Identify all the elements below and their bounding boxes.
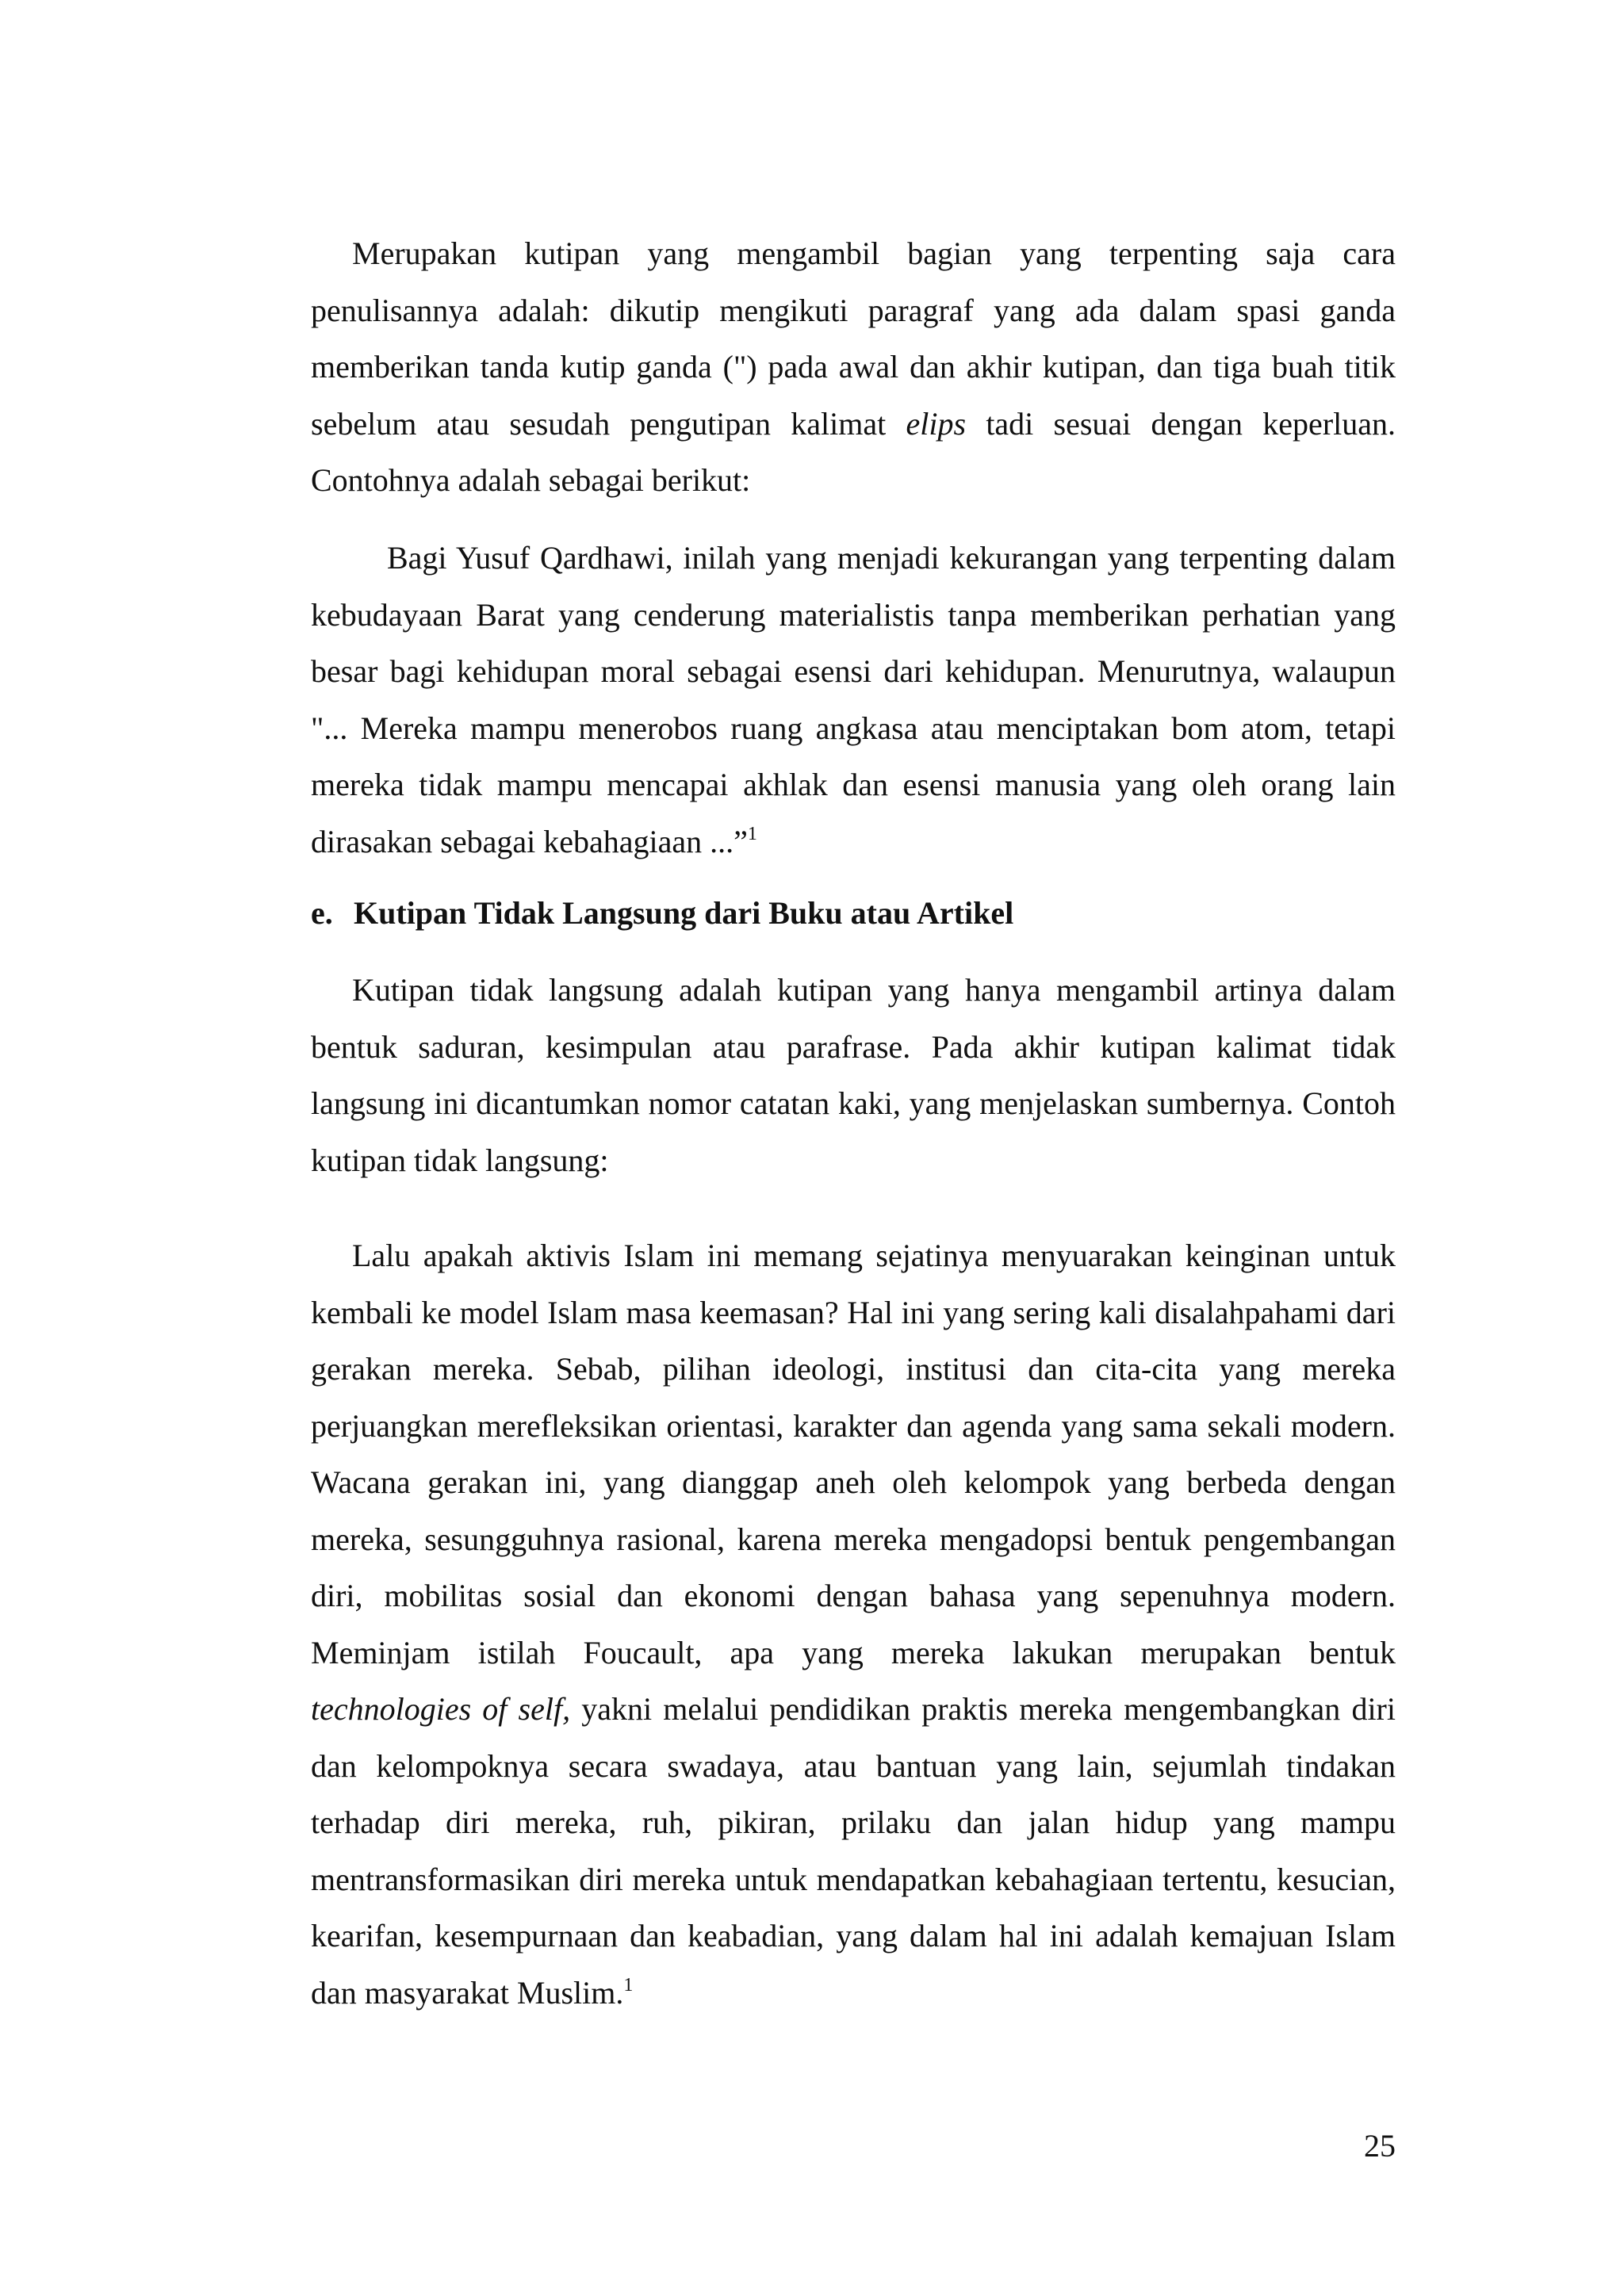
quote-body-part-b: yakni melalui pendidikan praktis mereka mengembangkan diri dan kelompoknya secara swadaya, atau bantuan yang lain, sejumlah tindakan terhadap diri mereka, ruh, pikiran, prilaku dan jalan hidup yang mampu mentransformasikan diri mereka untuk mendapatkan kebahagiaan tertentu, kesucian, kearifan, kesempurnaan dan keabadian, yang dalam hal ini adalah kemajuan Islam dan masyarakat Muslim.	[311, 1691, 1396, 2011]
page-number: 25	[1364, 2128, 1396, 2164]
quote-body: Bagi Yusuf Qardhawi, inilah yang menjadi kekurangan yang terpenting dalam kebudayaan Barat yang cenderung materialistis tanpa memberikan perhatian yang besar bagi kehidupan moral sebagai esensi dari kehidupan. Menurutnya, walaupun "... Mereka mampu menerobos ruang angkasa atau menciptakan bom atom, tetapi mereka tidak mampu mencapai akhlak dan esensi manusia yang oleh orang lain dirasakan sebagai kebahagiaan ...”	[311, 540, 1396, 859]
quote-text	[311, 530, 1396, 870]
footnote-marker: 1	[747, 823, 757, 844]
section-heading	[311, 885, 1396, 942]
paragraph-text-part-b: tadi sesuai dengan keperluan. Contohnya adalah sebagai berikut:	[311, 405, 1396, 498]
section-marker: e.	[311, 895, 333, 931]
footnote-marker: 1	[623, 1974, 634, 1996]
paragraph-text-part-a: Merupakan kutipan yang mengambil bagian yang terpenting saja cara penulisannya adalah: dikutip mengikuti paragraf yang ada dalam spasi ganda memberikan tanda kutip ganda (") pada awal dan akhir kutipan, dan tiga buah titik sebelum atau sesudah pengutipan kalimat	[311, 235, 1396, 442]
paragraph-indirect-quote-definition	[311, 962, 1396, 1188]
section-title: Kutipan Tidak Langsung dari Buku atau Artikel	[354, 895, 1014, 931]
paragraph-text: Kutipan tidak langsung adalah kutipan yang hanya mengambil artinya dalam bentuk saduran, kesimpulan atau parafrase. Pada akhir kutipan kalimat tidak langsung ini dicantumkan nomor catatan kaki, yang menjelaskan sumbernya. Contoh kutipan tidak langsung:	[311, 972, 1396, 1178]
paragraph-text	[311, 225, 1396, 509]
block-quote-qardhawi	[311, 530, 1396, 870]
quote-body-part-a: Lalu apakah aktivis Islam ini memang sejatinya menyuarakan keinginan untuk kembali ke model Islam masa keemasan? Hal ini yang sering kali disalahpahami dari gerakan mereka. Sebab, pilihan ideologi, institusi dan cita-cita yang mereka perjuangkan merefleksikan orientasi, karakter dan agenda yang sama sekali modern. Wacana gerakan ini, yang dianggap aneh oleh kelompok yang berbeda dengan mereka, sesungguhnya rasional, karena mereka mengadopsi bentuk pengembangan diri, mobilitas sosial dan ekonomi dengan bahasa yang sepenuhnya modern. Meminjam istilah Foucault, apa yang mereka lakukan merupakan bentuk	[311, 1238, 1396, 1670]
paragraph-ellipsis-quote-explanation	[311, 225, 1396, 509]
example-indirect-quote	[311, 1227, 1396, 2021]
quote-text	[311, 1227, 1396, 2021]
italic-term-technologies-of-self: technologies of self,	[311, 1691, 571, 1727]
italic-term-elips: elips	[906, 405, 967, 442]
